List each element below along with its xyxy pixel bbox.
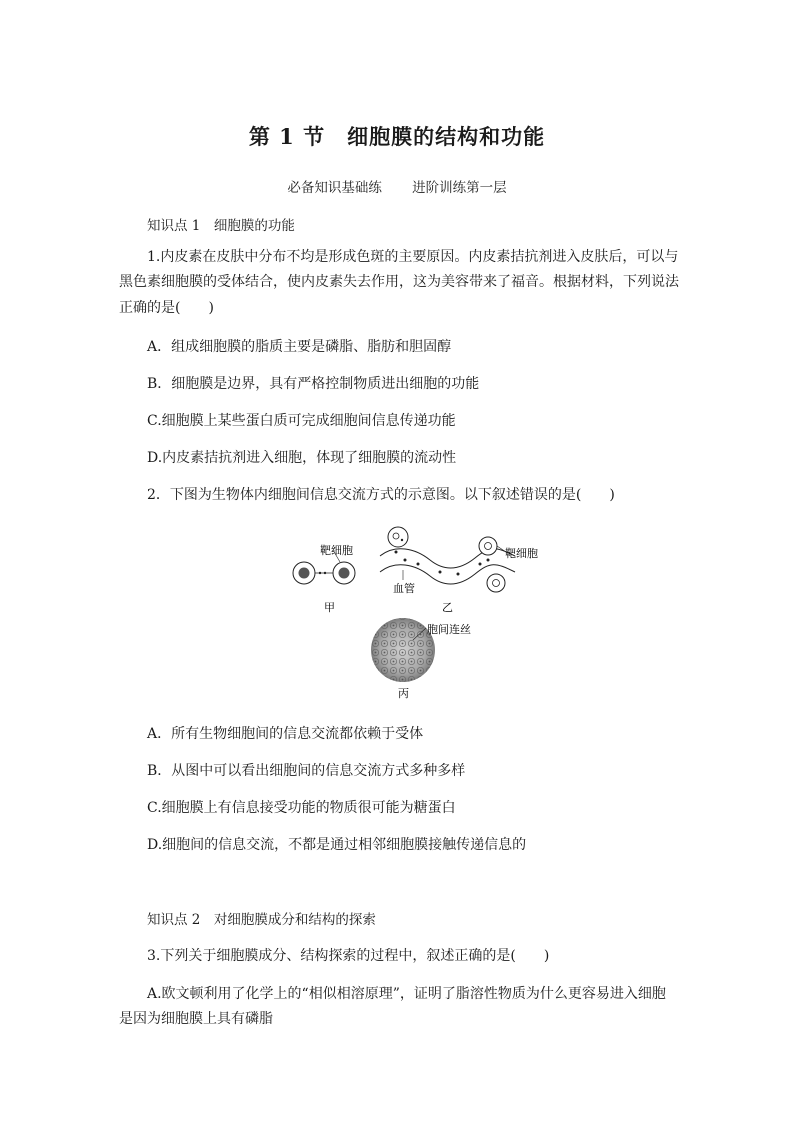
question-3-option-a-line-1: A.欧文顿利用了化学上的“相似相溶原理”，证明了脂溶性物质为什么更容易进入细胞 <box>147 986 666 1002</box>
jia-label: 甲 <box>324 601 335 614</box>
question-1-line-2: 黑色素细胞膜的受体结合，使内皮素失去作用，这为美容带来了福音。根据材料，下列说法 <box>119 274 679 290</box>
question-3-stem: 3.下列关于细胞膜成分、结构探索的过程中，叙述正确的是( ) <box>147 948 550 964</box>
vessel-label: 血管 <box>393 582 415 595</box>
question-2-stem: 2．下图为生物体内细胞间信息交流方式的示意图。以下叙述错误的是( ) <box>147 487 615 503</box>
yi-target-label: 靶细胞 <box>505 547 538 560</box>
question-2-option-c: C.细胞膜上有信息接受功能的物质很可能为糖蛋白 <box>147 800 456 816</box>
signal-cell-nucleus <box>299 568 310 579</box>
question-2-option-d: D.细胞间的信息交流，不都是通过相邻细胞膜接触传递信息的 <box>147 837 527 853</box>
plasmodesmata-label: 胞间连丝 <box>427 623 471 636</box>
panel-bing <box>371 618 471 700</box>
jia-target-label: 靶细胞 <box>320 544 353 557</box>
question-2-option-a: A．所有生物细胞间的信息交流都依赖于受体 <box>147 726 424 742</box>
bing-label: 丙 <box>398 687 409 700</box>
cell-communication-figure <box>290 522 540 702</box>
panel-yi <box>380 527 538 614</box>
question-1-line-3: 正确的是( ) <box>119 300 214 316</box>
question-1-option-a: A．组成细胞膜的脂质主要是磷脂、脂肪和胆固醇 <box>147 339 452 355</box>
question-1-option-c: C.细胞膜上某些蛋白质可完成细胞间信息传递功能 <box>147 413 456 429</box>
yi-label: 乙 <box>442 601 453 614</box>
subtitle-basic: 必备知识基础练 <box>287 180 382 196</box>
target-cell-yi-2 <box>487 574 505 592</box>
section-subtitle <box>0 176 794 196</box>
question-2-option-b: B．从图中可以看出细胞间的信息交流方式多种多样 <box>147 763 466 779</box>
subtitle-level: 进阶训练第一层 <box>412 180 507 196</box>
question-1-option-b: B．细胞膜是边界，具有严格控制物质进出细胞的功能 <box>147 376 480 392</box>
hormone-dots <box>395 551 490 576</box>
panel-jia <box>293 543 355 614</box>
secreting-cell <box>388 527 408 547</box>
question-3-option-a-line-2: 是因为细胞膜上具有磷脂 <box>119 1011 273 1027</box>
knowledge-point-1-heading: 知识点 1 细胞膜的功能 <box>147 218 295 234</box>
question-1-option-d: D.内皮素拮抗剂进入细胞，体现了细胞膜的流动性 <box>147 450 457 466</box>
target-cell-yi-1 <box>479 537 497 555</box>
page-title: 第 1 节 细胞膜的结构和功能 <box>248 124 546 149</box>
question-1-line-1: 1.内皮素在皮肤中分布不均是形成色斑的主要原因。内皮素拮抗剂进入皮肤后，可以与 <box>147 249 679 265</box>
knowledge-point-2-heading: 知识点 2 对细胞膜成分和结构的探索 <box>147 912 376 928</box>
